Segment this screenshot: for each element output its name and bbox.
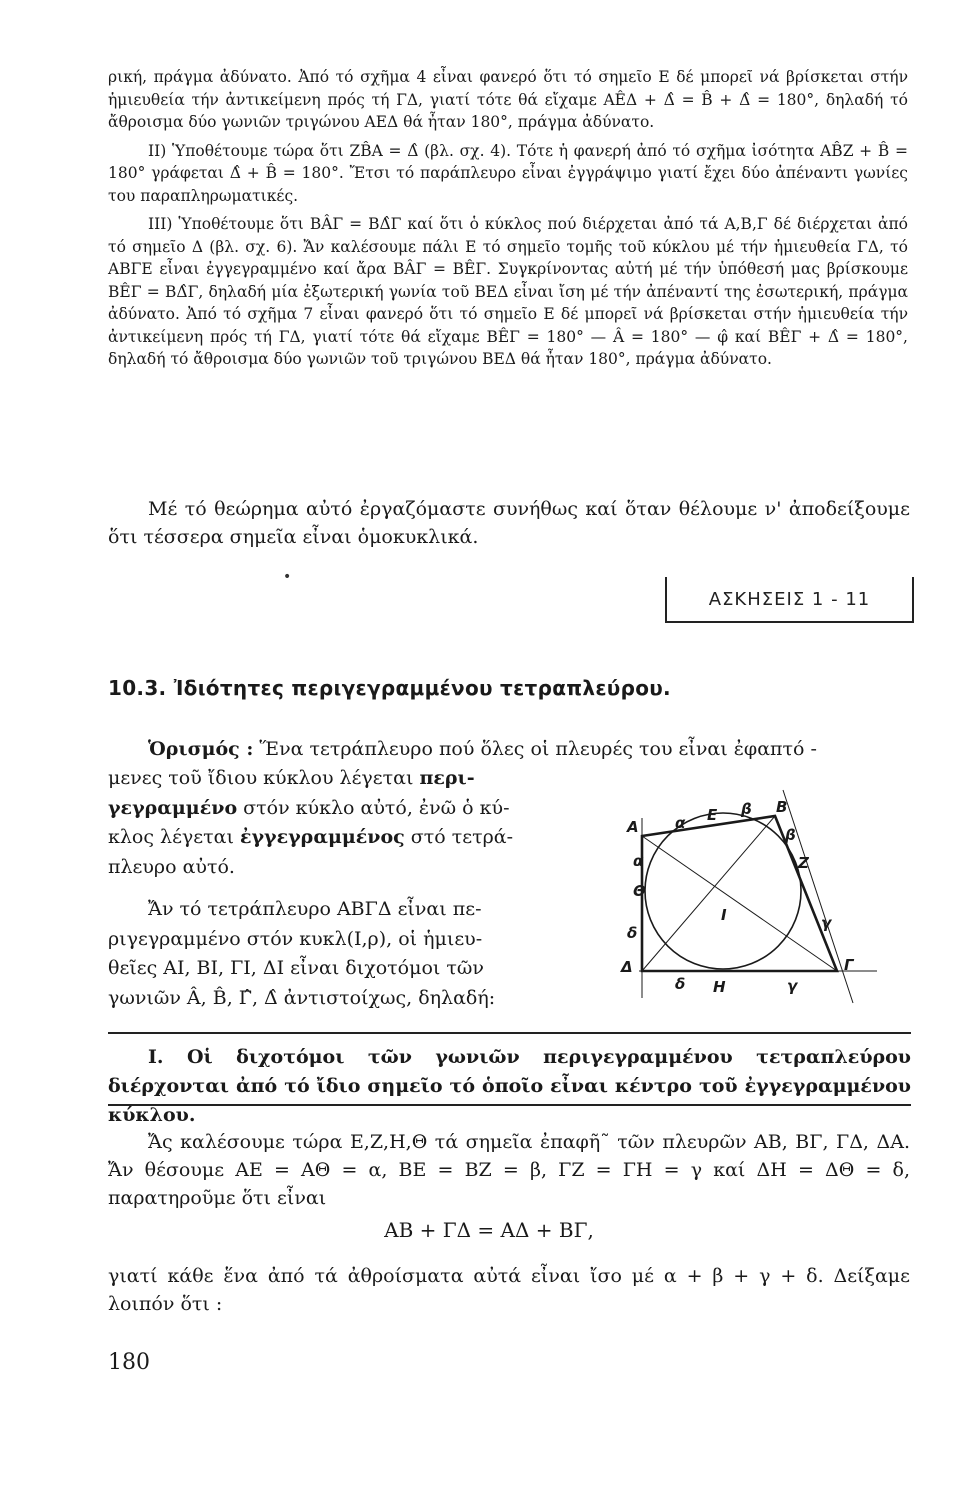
theorem-usage-note <box>108 495 910 551</box>
definition-term: ἐγγεγραμμένος <box>239 826 405 848</box>
label-segment-beta: β <box>741 800 752 818</box>
quadrilateral-abgd <box>642 816 837 971</box>
definition-line-text: στόν κύκλο αὐτό, ἐνῶ ὁ κύ- <box>237 796 510 819</box>
section-title: 10.3. Ἰδιότητες περιγεγραμμένου τετραπλεύρου. <box>108 676 671 700</box>
definition-line-text: κλος λέγεται <box>108 826 240 848</box>
definition-line <box>108 853 548 883</box>
label-segment-gamma: γ <box>821 914 832 932</box>
proof-paragraph-3: III) Ὑποθέτουμε ὅτι ΒÂΓ = ΒΔ̂Γ καί ὅτι ὁ κύκλος πού διέρχεται ἀπό τά Α,Β,Γ δέ διέρχεται ἀπό τό σημεῖο Δ (βλ. σχ. 6). Ἄν καλέσουμε πάλι Ε τό σημεῖο τομῆς τοῦ κύκλου μέ τήν ἡμιευθεία ΓΔ, τό ΑΒΓΕ εἶναι ἐγγεγραμμένο καί ἄρα ΒÂΓ = ΒÊΓ. Συγκρίνοντας αὐτή μέ τήν ὑπόθεσή μας βρίσκουμε ΒÊΓ = ΒΔ̂Γ, δηλαδή μία ἐξωτερική γωνία τοῦ ΒΕΔ εἶναι ἴση μέ τήν ἀπέναντί της ἐσωτερική, πράγμα ἀδύνατο. Ἀπό τό σχῆμα 7 εἶναι φανερό ὅτι τό σημεῖο Ε δέ μπορεῖ νά βρίσκεται στήν ἡμιευθεία τήν ἀντικείμενη πρός τή ΓΔ, γιατί τότε θά εἴχαμε ΒÊΓ = 180° — Â = 180° — φ̂ καί ΒÊΓ + Δ̂ = 180°, δηλαδή τό ἄθροισμα δύο γωνιῶν τοῦ τριγώνου ΒΕΔ θά ἦταν 180°, πράγμα ἀδύνατο. <box>108 215 908 368</box>
label-point-e: E <box>707 806 718 824</box>
label-center-i: I <box>721 906 727 924</box>
label-segment-delta: δ <box>627 924 638 942</box>
bullet-dot-icon: • <box>283 569 292 585</box>
label-segment-alpha: α <box>633 852 644 870</box>
label-vertex-b: B <box>776 798 788 816</box>
theorem-bottom-rule <box>108 1104 911 1106</box>
label-segment-delta: δ <box>675 975 686 993</box>
bisector-bd <box>642 816 775 971</box>
closing-paragraph <box>108 1262 910 1318</box>
sum-equation: ΑΒ + ΓΔ = ΑΔ + ΒΓ, <box>384 1218 594 1242</box>
bisector-line: ριγεγραμμένο στόν κυκλ(Ι,ρ), οἱ ἡμιευ- <box>108 927 483 950</box>
label-segment-gamma: γ <box>787 977 798 995</box>
definition-term: γεγραμμένο <box>108 796 238 819</box>
page-number: 180 <box>108 1350 150 1375</box>
tangent-paragraph-text: Ἄς καλέσουμε τώρα Ε,Ζ,Η,Θ τά σημεῖα ἐπαφῆ˜ τῶν πλευρῶν ΑΒ, ΒΓ, ΓΔ, ΔΑ. Ἄν θέσουμε ΑΕ = ΑΘ = α, ΒΕ = ΒΖ = β, ΓΖ = ΓΗ = γ καί ΔΗ = ΔΘ = δ, παρατηροῦμε ὅτι εἶναι <box>108 1131 910 1209</box>
definition-line <box>108 764 548 794</box>
closing-paragraph-text: γιατί κάθε ἕνα ἀπό τά ἀθροίσματα αὐτά εἶναι ἴσο μέ α + β + γ + δ. Δείξαμε λοιπόν ὅτι : <box>108 1265 910 1315</box>
label-point-h: H <box>713 978 726 996</box>
bisector-line: Ἄν τό τετράπλευρο ΑΒΓΔ εἶναι πε- <box>148 898 482 920</box>
definition-line-text: μενες τοῦ ἴδιου κύκλου λέγεται <box>108 767 420 789</box>
exercises-box: ΑΣΚΗΣΕΙΣ 1 - 11 <box>665 577 914 623</box>
label-segment-beta: β <box>785 826 796 844</box>
definition-text <box>108 764 548 882</box>
proof-continuation <box>108 66 908 371</box>
label-vertex-a: A <box>627 818 639 836</box>
definition-line-text: πλευρο αὐτό. <box>108 855 235 878</box>
label-point-z: Z <box>798 854 809 872</box>
theorem-usage-text: Μέ τό θεώρημα αὐτό ἐργαζόμαστε συνήθως καί ὅταν θέλουμε ν' ἀποδείξουμε ὅτι τέσσερα σημεῖα εἶναι ὁμοκυκλικά. <box>108 498 910 548</box>
label-point-theta: Θ <box>633 882 646 900</box>
label-segment-alpha: α <box>675 814 686 832</box>
proof-paragraph-2: II) Ὑποθέτουμε τώρα ὅτι ΖB̂Α = Δ̂ (βλ. σχ. 4). Τότε ἡ φανερή ἀπό τό σχῆμα ἰσότητα ΑB̂Ζ + B̂ = 180° γράφεται Δ̂ + B̂ = 180°. Ἔτσι τό παράπλευρο εἶναι ἐγγράψιμο γιατί ἔχει δύο ἀπέναντι γωνίες του παραπληρωματικές. <box>108 141 908 205</box>
theorem-i <box>108 1043 911 1130</box>
definition-line-text: στό τετρά- <box>404 826 514 848</box>
definition-first-text: Ἕνα τετράπλευρο πού ὅλες οἱ πλευρές του εἶναι ἐφαπτό - <box>259 738 817 760</box>
bisector-paragraph <box>108 895 568 1013</box>
definition-label: Ὁρισμός : <box>148 738 254 760</box>
definition-line <box>108 823 548 853</box>
inscribed-circle <box>645 813 801 969</box>
label-vertex-d: Δ <box>621 958 633 976</box>
definition-term: περι- <box>419 767 475 789</box>
proof-paragraph-1: ρική, πράγμα ἀδύνατο. Ἀπό τό σχῆμα 4 εἶναι φανερό ὅτι τό σημεῖο Ε δέ μπορεῖ νά βρίσκεται στήν ἡμιευθεία τήν ἀντικείμενη πρός τή ΓΔ, γιατί τότε θά εἴχαμε ΑÊΔ + Δ̂ = B̂ + Δ̂ = 180°, δηλαδή τό ἄθροισμα δύο γωνιῶν τριγώνου ΑΕΔ θά ἦταν 180°, πράγμα ἀδύνατο. <box>108 68 908 131</box>
bisector-line: θεῖες ΑΙ, ΒΙ, ΓΙ, ΔΙ εἶναι διχοτόμοι τῶν <box>108 957 484 979</box>
bisector-line: γωνιῶν Â, B̂, Γ̂, Δ̂ ἀντιστοίχως, δηλαδή: <box>108 986 496 1009</box>
theorem-top-rule <box>108 1032 911 1034</box>
tangent-paragraph <box>108 1128 910 1212</box>
definition-line <box>108 794 548 824</box>
label-vertex-g: Γ <box>844 956 854 974</box>
tangential-quadrilateral-figure <box>615 788 880 1010</box>
theorem-i-text: I. Οἱ διχοτόμοι τῶν γωνιῶν περιγεγραμμένου τετραπλεύρου διέρχονται ἀπό τό ἴδιο σημεῖο τό ὁποῖο εἶναι κέντρο τοῦ ἐγγεγραμμένου κύκλου. <box>108 1046 911 1126</box>
definition-first-line <box>148 735 918 765</box>
